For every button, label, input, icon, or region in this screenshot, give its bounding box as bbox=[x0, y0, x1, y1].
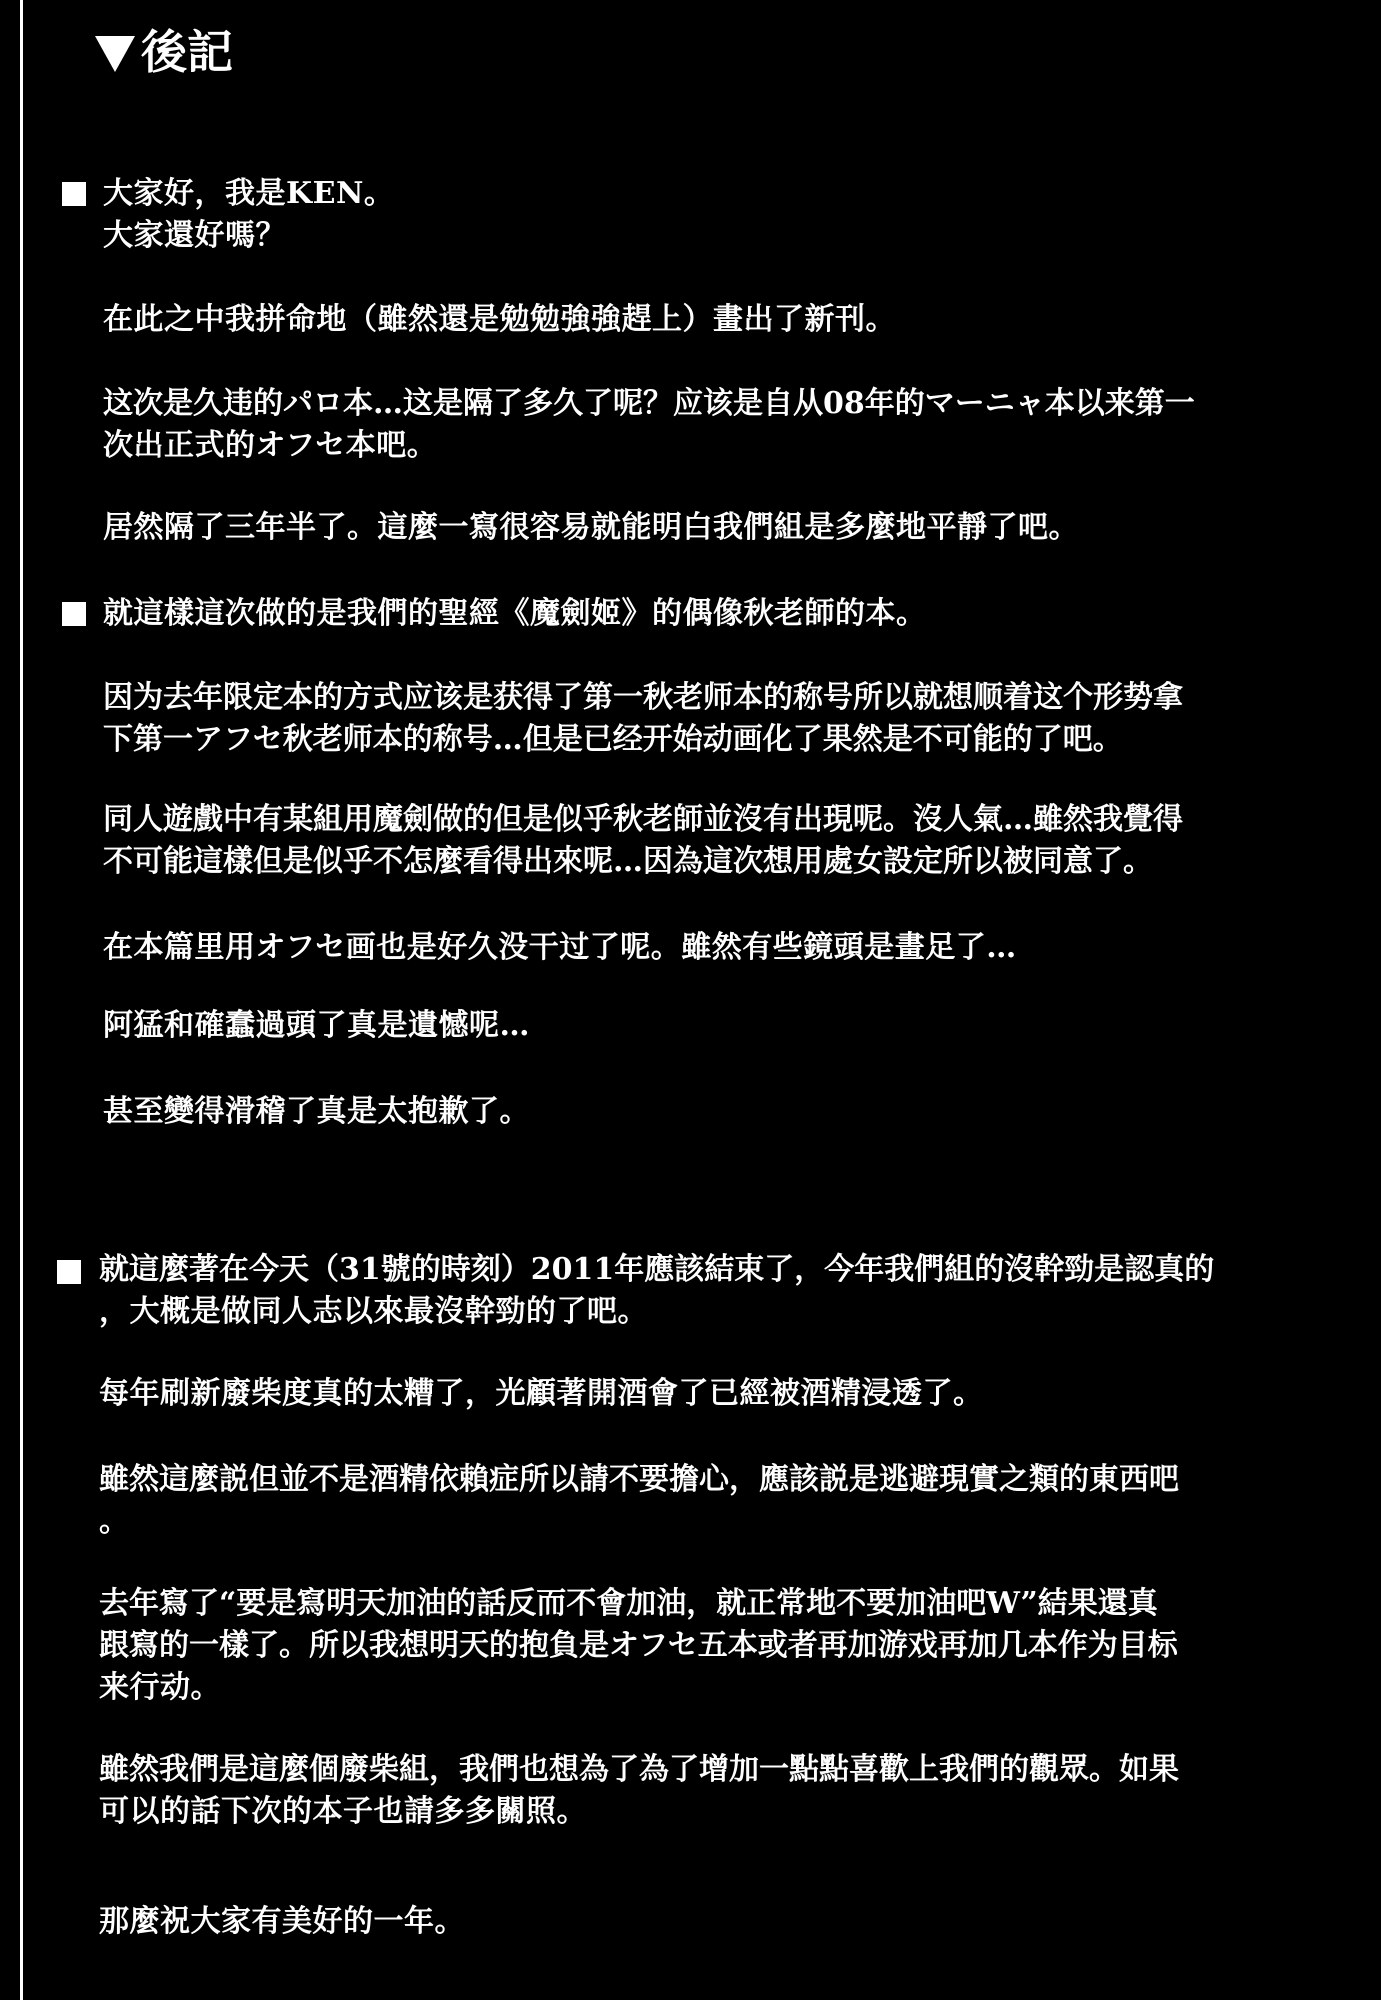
left-border-line bbox=[20, 0, 23, 2000]
text-line: ，大概是做同人志以來最沒幹勁的了吧。 bbox=[99, 1294, 648, 1329]
down-triangle-icon bbox=[95, 36, 135, 72]
section-bullet-icon bbox=[57, 1260, 81, 1284]
text-line: 。 bbox=[99, 1504, 130, 1539]
text-line: 大家好，我是KEN。 bbox=[103, 176, 395, 211]
text-line: 去年寫了“要是寫明天加油的話反而不會加油，就正常地不要加油吧W”結果還真 bbox=[99, 1586, 1158, 1621]
text-line: 次出正式的オフセ本吧。 bbox=[103, 428, 438, 463]
text-line: 大家還好嗎？ bbox=[103, 218, 286, 253]
text-line: 在本篇里用オフセ画也是好久没干过了呢。雖然有些鏡頭是畫足了… bbox=[103, 930, 1017, 965]
text-line: 下第一アフセ秋老师本的称号…但是已经开始动画化了果然是不可能的了吧。 bbox=[103, 722, 1123, 757]
text-line: 同人遊戲中有某組用魔劍做的但是似乎秋老師並沒有出現呢。沒人氣…雖然我覺得 bbox=[103, 802, 1183, 837]
text-line: 雖然這麼説但並不是酒精依賴症所以請不要擔心，應該説是逃避現實之類的東西吧 bbox=[99, 1462, 1179, 1497]
text-line: 就這麼著在今天（31號的時刻）2011年應該結束了，今年我們組的沒幹勁是認真的 bbox=[99, 1252, 1215, 1287]
text-line: 因为去年限定本的方式应该是获得了第一秋老师本的称号所以就想顺着这个形势拿 bbox=[103, 680, 1183, 715]
text-line: 居然隔了三年半了。這麼一寫很容易就能明白我們組是多麼地平靜了吧。 bbox=[103, 510, 1079, 545]
text-line: 雖然我們是這麼個廢柴組，我們也想為了為了增加一點點喜歡上我們的觀眾。如果 bbox=[99, 1752, 1179, 1787]
section-bullet-icon bbox=[62, 182, 86, 206]
section-bullet-icon bbox=[62, 602, 86, 626]
text-line: 不可能這樣但是似乎不怎麼看得出來呢…因為這次想用處女設定所以被同意了。 bbox=[103, 844, 1153, 879]
text-line: 在此之中我拼命地（雖然還是勉勉強強趕上）畫出了新刊。 bbox=[103, 302, 896, 337]
page-title bbox=[95, 22, 233, 82]
text-line: 这次是久违的パロ本…这是隔了多久了呢？应该是自从08年的マーニャ本以来第一 bbox=[103, 386, 1195, 421]
text-line: 阿猛和確蠢過頭了真是遺憾呢… bbox=[103, 1008, 530, 1043]
title-text: 後記 bbox=[141, 25, 233, 79]
text-line: 甚至變得滑稽了真是太抱歉了。 bbox=[103, 1094, 530, 1129]
text-line: 每年刷新廢柴度真的太糟了，光顧著開酒會了已經被酒精浸透了。 bbox=[99, 1376, 984, 1411]
text-line: 就這樣這次做的是我們的聖經《魔劍姬》的偶像秋老師的本。 bbox=[103, 596, 927, 631]
text-line: 来行动。 bbox=[99, 1670, 221, 1705]
text-line: 可以的話下次的本子也請多多關照。 bbox=[99, 1794, 587, 1829]
text-line: 那麼祝大家有美好的一年。 bbox=[99, 1904, 465, 1939]
text-line: 跟寫的一樣了。所以我想明天的抱負是オフセ五本或者再加游戏再加几本作为目标 bbox=[99, 1628, 1178, 1663]
